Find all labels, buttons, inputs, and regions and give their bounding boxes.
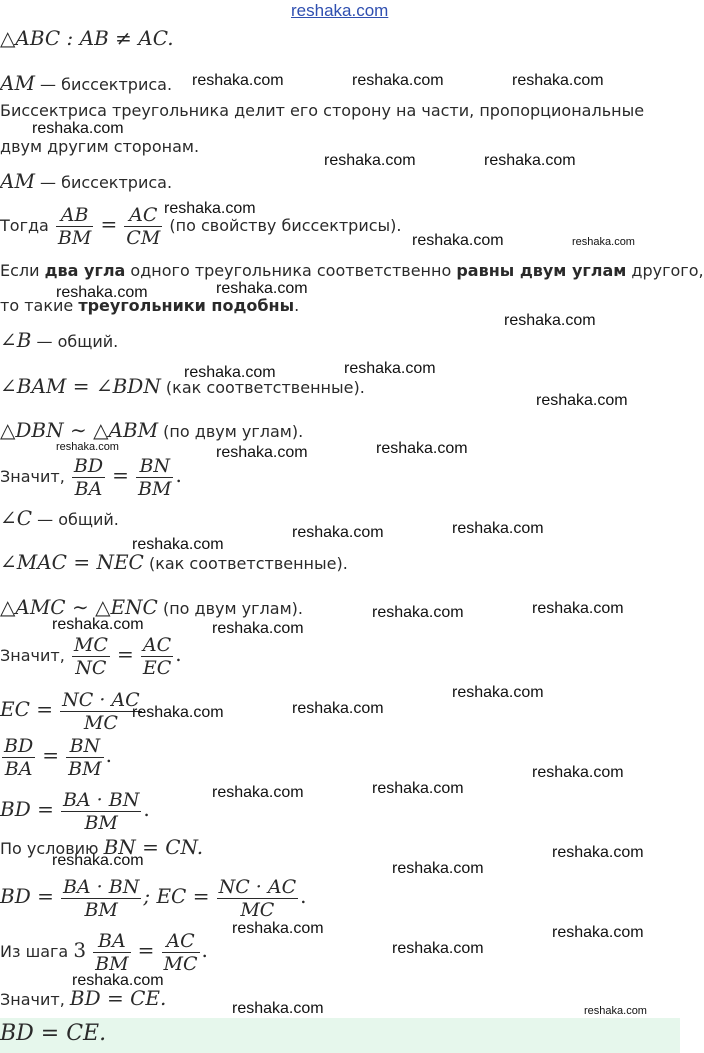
fraction-ba-bn-bm-2 [61,876,141,921]
fraction-bd-ba [72,455,105,500]
watermark: reshaka.com [52,616,144,633]
math-ec-lhs: EC = [0,697,54,721]
math-am: AM [0,71,35,95]
watermark: reshaka.com [212,784,304,801]
hence-text: Значит, [0,646,70,665]
denominator: CM [126,227,161,249]
bd-formula-line [0,789,150,834]
rule-text: Если [0,261,45,280]
math-angles-equal-2: ∠MAC = NEC [0,550,144,574]
watermark: reshaka.com [504,312,596,329]
denominator: BM [84,899,118,921]
similarity-rule-line-2 [0,296,299,316]
theorem-line-1 [0,101,644,121]
ratio-bd-line [0,455,182,500]
both-formulas-line [0,876,306,921]
hence-text: Значит, [0,990,70,1009]
answer-line [0,1021,107,1046]
similar-dbn-line [0,420,303,442]
answer-box [0,1018,680,1053]
watermark: reshaka.com [392,940,484,957]
numerator: BA · BN [62,789,140,811]
numerator: BN [136,455,173,478]
watermark: reshaka.com [532,764,624,781]
numerator: BA · BN [62,876,140,898]
rule-text: другого, [626,261,704,280]
theorem-text-2: двум другим сторонам. [0,137,200,156]
property-note: (по свойству биссектрисы). [169,216,402,235]
period: . [300,884,307,908]
fraction-ba-bm [93,930,130,975]
similar-amc-line [0,597,303,619]
common-text: — общий. [31,332,119,351]
fraction-ac-mc [162,930,200,975]
watermark: reshaka.com [72,972,164,989]
denominator: BM [84,812,118,834]
watermark: reshaka.com [56,441,119,453]
rule-bold: равны двум углам [456,261,627,280]
numerator: AB [56,204,93,227]
math-am-2: AM [0,169,35,193]
numerator: NC · AC [218,876,297,898]
corresponding-text: (как соответственные). [160,378,365,397]
watermark: reshaka.com [344,360,436,377]
denominator: BM [138,478,172,500]
denominator: MC [240,899,275,921]
watermark: reshaka.com [532,600,624,617]
numerator: BD [4,735,34,757]
rule-text: . [294,296,300,315]
period: . [143,797,150,821]
watermark: reshaka.com [32,120,124,137]
fraction-ac-cm [124,204,162,249]
bisector-line-2 [0,171,172,193]
period: . [201,938,208,962]
fraction-ba-bn-bm [61,789,141,834]
equals-sign: = [42,743,60,767]
math-angles-equal: ∠BAM = ∠BDN [0,374,161,398]
fraction-bd-ba-2 [2,735,35,780]
watermark: reshaka.com [184,364,276,381]
step-text: Из шага [0,942,74,961]
angle-b-line [0,330,118,352]
rule-text: одного треугольника соответственно [125,261,457,280]
math-bd-lhs: BD = [0,884,54,908]
watermark: reshaka.com [552,844,644,861]
equals-sign: = [116,642,134,666]
denominator: NC [75,657,107,679]
numerator: AC [162,930,200,953]
equals-sign: = [112,463,129,487]
denominator: EC [142,657,172,679]
period: . [175,642,182,666]
math-bd-lhs: BD = [0,797,54,821]
math-bn-cn: BN = CN. [103,835,204,859]
denominator: BA [4,758,33,780]
numerator: BN [66,735,103,758]
angles-mac-line [0,552,348,574]
watermark: reshaka.com [536,392,628,409]
period: . [105,743,112,767]
then-text: Тогда [0,216,54,235]
math-bd-ce: BD = CE. [69,986,167,1010]
given-line [0,28,174,50]
math-ec-lhs: ; EC = [143,884,210,908]
ec-formula-line [0,689,144,734]
ratio-mc-line [0,634,182,679]
fraction-nc-ac-mc-2 [217,876,299,921]
watermark: reshaka.com [292,524,384,541]
math-angle-b: ∠B [0,328,32,352]
denominator: BA [74,478,103,500]
watermark: reshaka.com [372,780,464,797]
bisector-text: — биссектриса. [34,75,173,94]
watermark: reshaka.com [292,700,384,717]
denominator: MC [83,712,118,734]
step-number: 3 [73,938,87,962]
similarity-rule-line-1 [0,261,704,281]
step3-line [0,930,208,975]
watermark: reshaka.com [52,852,144,869]
watermark: reshaka.com [452,684,544,701]
watermark: reshaka.com [552,924,644,941]
common-text: — общий. [32,510,119,529]
watermark: reshaka.com [56,284,148,301]
watermark: reshaka.com [132,704,224,721]
equals-sign: = [137,938,155,962]
watermark: reshaka.com [372,604,464,621]
watermark: reshaka.com [352,72,444,89]
numerator: NC · AC [62,689,140,711]
numerator: AC [141,634,173,657]
fraction-mc-nc [72,634,110,679]
period: . [175,463,182,487]
fraction-bn-bm-2 [66,735,103,780]
condition-text: По условию [0,839,104,858]
fraction-bn-bm [136,455,173,500]
angles-bam-line [0,376,365,398]
numerator: AC [124,204,162,227]
denominator: BM [57,227,92,249]
fraction-ac-ec [141,634,173,679]
two-angles-text: (по двум углам). [158,422,304,441]
bisector-line-1 [0,73,172,95]
answer-math: BD = CE. [0,1021,107,1046]
math-angle-c: ∠C [0,506,33,530]
rule-text: то такие [0,296,79,315]
conclusion-line [0,988,166,1010]
watermark: reshaka.com [192,72,284,89]
numerator: BA [93,930,130,953]
watermark: reshaka.com [376,440,468,457]
rule-bold: два угла [44,261,126,280]
ratio-bd-line-2 [0,735,112,780]
watermark: reshaka.com [392,860,484,877]
watermark: reshaka.com [164,200,256,217]
watermark: reshaka.com [412,232,504,249]
numerator: BD [73,455,104,477]
equals-sign: = [100,212,118,236]
corresponding-text: (как соответственные). [143,554,348,573]
theorem-text-1: Биссектриса треугольника делит его сторону на части, пропорциональные [0,101,645,120]
denominator: BM [68,758,102,780]
math-similar-triangles: △DBN ∼ △ABM [0,418,159,442]
angle-c-line [0,508,119,530]
watermark: reshaka.com [216,444,308,461]
site-watermark-top: reshaka.com [291,1,389,20]
watermark: reshaka.com [132,536,224,553]
watermark: reshaka.com [452,520,544,537]
watermark: reshaka.com [232,920,324,937]
watermark: reshaka.com [232,1000,324,1017]
watermark: reshaka.com [484,152,576,169]
watermark: reshaka.com [324,152,416,169]
numerator: MC [73,634,108,656]
watermark: reshaka.com [584,1005,647,1017]
watermark: reshaka.com [512,72,604,89]
given-math: △ABC : AB ≠ AC. [0,26,174,50]
theorem-line-2 [0,137,199,157]
two-angles-text: (по двум углам). [157,599,303,618]
fraction-ab-bm [56,204,93,249]
hence-text: Значит, [0,467,70,486]
math-similar-triangles-2: △AMC ∼ △ENC [0,595,158,619]
denominator: MC [163,953,198,975]
fraction-nc-ac-mc [60,689,142,734]
rule-bold: треугольники подобны [78,296,295,315]
watermark: reshaka.com [572,236,635,248]
denominator: BM [95,953,129,975]
bisector-text-2: — биссектриса. [34,173,173,192]
watermark: reshaka.com [212,620,304,637]
watermark: reshaka.com [216,280,308,297]
